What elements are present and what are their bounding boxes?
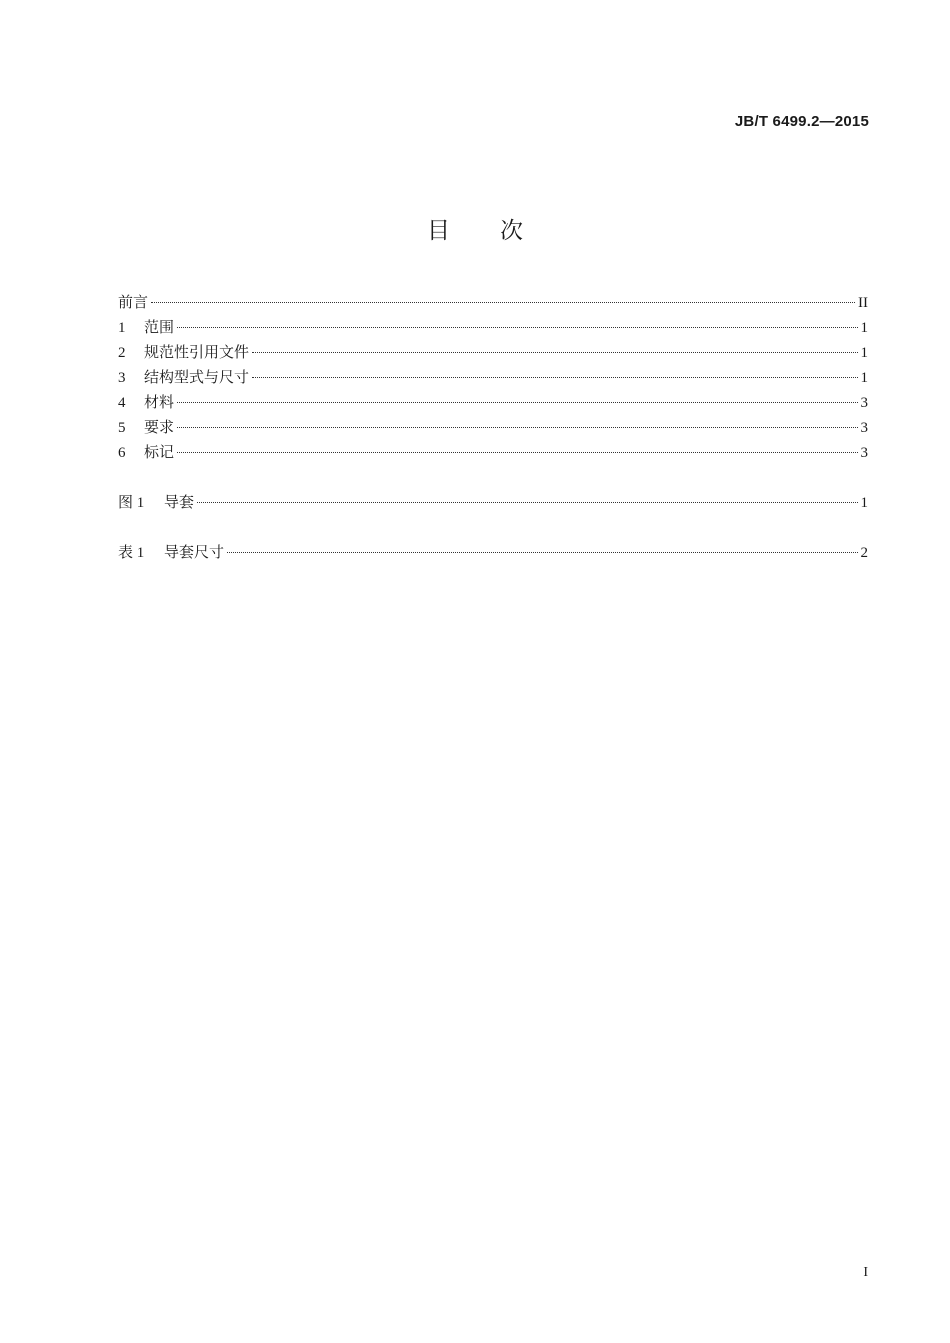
toc-entry-label: 导套	[164, 495, 195, 511]
toc-entry-page: 3	[860, 445, 868, 461]
toc-spacer	[118, 466, 868, 491]
toc-entry-page: 1	[860, 345, 868, 361]
toc-leader-dots	[227, 552, 857, 553]
toc-entry-number: 3	[118, 370, 126, 386]
toc-entry-foreword[interactable]	[118, 291, 868, 316]
toc-entry-number: 2	[118, 345, 126, 361]
toc-leader-dots	[177, 427, 857, 428]
toc-entry-page: 1	[860, 320, 868, 336]
toc-entry-structure-dimensions[interactable]	[118, 366, 868, 391]
toc-entry-number: 6	[118, 445, 126, 461]
toc-leader-dots	[177, 402, 857, 403]
toc-entry-marking[interactable]	[118, 441, 868, 466]
page-number: I	[863, 1265, 868, 1280]
toc-entry-materials[interactable]	[118, 391, 868, 416]
toc-entry-number: 表 1	[118, 545, 145, 561]
toc-entry-label: 规范性引用文件	[144, 345, 250, 361]
toc-entry-number: 1	[118, 320, 126, 336]
toc-entry-label: 前言	[118, 295, 149, 311]
toc-spacer	[118, 516, 868, 541]
toc-leader-dots	[151, 302, 855, 303]
table-of-contents	[118, 291, 868, 566]
toc-entry-page: 2	[860, 545, 868, 561]
toc-entry-table-1[interactable]	[118, 541, 868, 566]
page-title: 目次	[427, 218, 573, 244]
toc-leader-dots	[252, 377, 857, 378]
toc-entry-number: 4	[118, 395, 126, 411]
toc-leader-dots	[177, 452, 857, 453]
toc-entry-label: 材料	[144, 395, 175, 411]
toc-entry-number: 5	[118, 420, 126, 436]
toc-entry-page: 3	[860, 420, 868, 436]
toc-entry-normative-references[interactable]	[118, 341, 868, 366]
toc-entry-page: 1	[860, 370, 868, 386]
toc-entry-requirements[interactable]	[118, 416, 868, 441]
toc-entry-label: 要求	[144, 420, 175, 436]
toc-entry-scope[interactable]	[118, 316, 868, 341]
toc-leader-dots	[252, 352, 857, 353]
toc-leader-dots	[177, 327, 857, 328]
standard-code: JB/T 6499.2—2015	[734, 113, 869, 130]
toc-entry-label: 结构型式与尺寸	[144, 370, 250, 386]
toc-leader-dots	[197, 502, 857, 503]
toc-entry-page: 1	[860, 495, 868, 511]
toc-entry-label: 范围	[144, 320, 175, 336]
toc-entry-figure-1[interactable]	[118, 491, 868, 516]
toc-entry-label: 标记	[144, 445, 175, 461]
toc-entry-label: 导套尺寸	[164, 545, 225, 561]
toc-entry-page: 3	[860, 395, 868, 411]
toc-entry-number: 图 1	[118, 495, 145, 511]
toc-entry-page: II	[858, 295, 868, 311]
